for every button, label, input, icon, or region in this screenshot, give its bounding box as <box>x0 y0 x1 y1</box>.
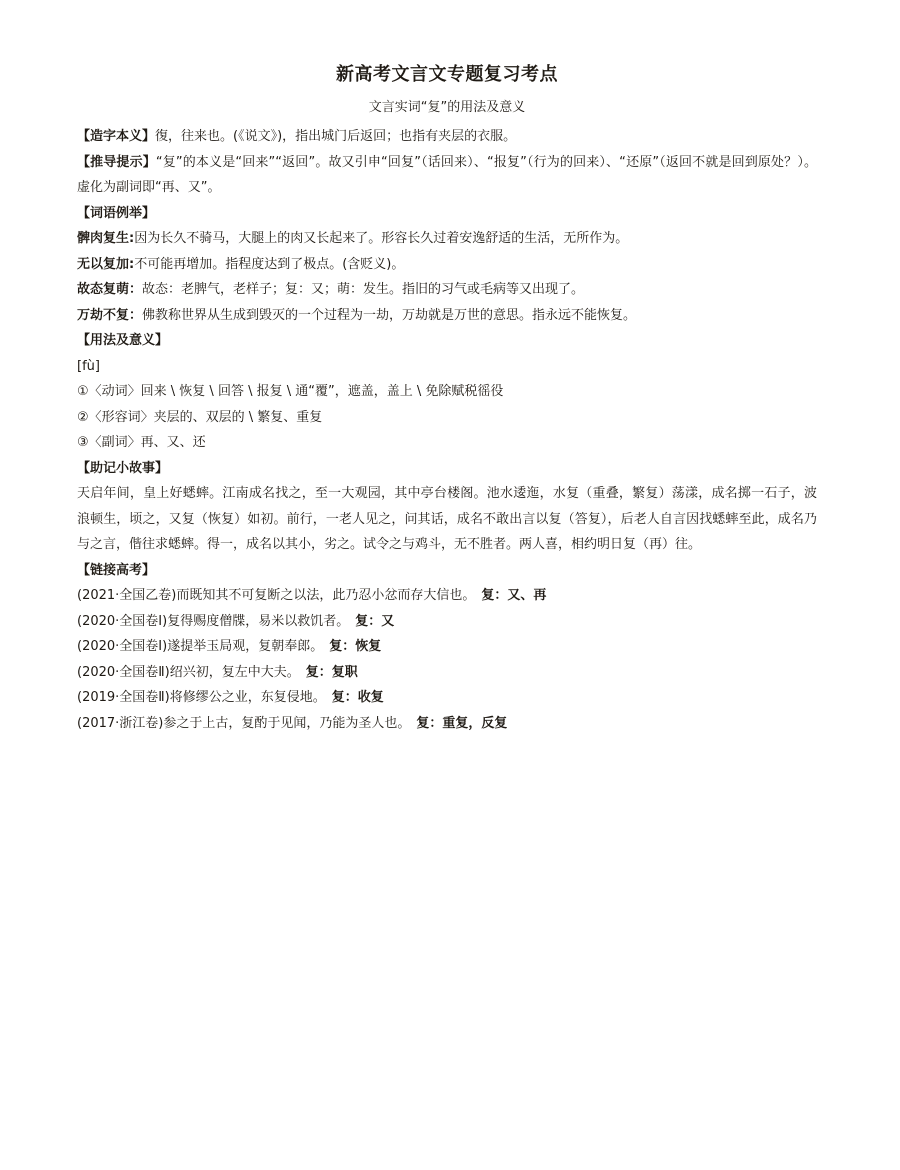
section-heading-examples: 【词语例举】 <box>77 205 156 221</box>
example-text: 故态：老脾气，老样子；复：又；萌：发生。指旧的习气或毛病等又出现了。 <box>142 282 585 297</box>
story-paragraph: 天启年间，皇上好蟋蟀。江南成名找之，至一大观园，其中亭台楼阁。池水逶迤，水复（重叠，繁复）荡漾，成名掷一石子，波浪顿生，顷之，又复（恢复）如初。前行，一老人见之，问其话，成名不敢出言以复（答复），后老人自言因找蟋蟀至此，成名乃与之言，偕往求蟋蟀。得一，成名以其小，劣之。试令之与鸡斗，无不胜者。两人喜，相约明日复（再）往。 <box>77 486 817 552</box>
exam-item <box>77 660 817 686</box>
exam-quote: (2019·全国卷Ⅱ)将修缪公之业，东复侵地。 <box>77 690 326 705</box>
example-item <box>77 226 817 252</box>
exam-quote: (2020·全国卷Ⅰ)遂提举玉局观，复朝奉郎。 <box>77 639 324 654</box>
example-term: 万劫不复： <box>77 307 143 323</box>
exam-item <box>77 609 817 635</box>
derivation-text: “复”的本义是“回来”“返回”。故又引申“回复”（话回来）、“报复”（行为的回来）、“还原”（返回不就是回到原处？）。虚化为副词即“再、又”。 <box>77 154 817 195</box>
example-text: 佛教称世界从生成到毁灭的一个过程为一劫，万劫就是万世的意思。指永远不能恢复。 <box>142 307 637 323</box>
exam-answer: 复：恢复 <box>329 639 382 654</box>
exam-item <box>77 634 817 660</box>
exam-item <box>77 711 817 737</box>
exam-quote: (2020·全国卷Ⅰ)复得赐度僧牒，易米以救饥者。 <box>77 613 350 629</box>
exam-answer: 复：又 <box>355 613 395 629</box>
origin-text: 復，往来也。(《说文》)，指出城门后返回；也指有夹层的衣服。 <box>155 129 517 144</box>
example-text: 因为长久不骑马，大腿上的肉又长起来了。形容长久过着安逸舒适的生活，无所作为。 <box>134 231 629 246</box>
exam-item <box>77 685 817 711</box>
document-title: 新高考文言文专题复习考点 <box>336 64 558 85</box>
pinyin-annotation: [fù] <box>77 358 100 374</box>
exam-answer: 复：收复 <box>331 690 384 705</box>
exam-quote: (2021·全国乙卷)而既知其不可复断之以法，此乃忍小忿而存大信也。 <box>77 588 476 603</box>
usage-item: ③〈副词〉再、又、还 <box>77 435 206 450</box>
origin-paragraph <box>77 124 817 150</box>
section-tag-derivation: 【推导提示】 <box>77 154 156 170</box>
section-tag-origin: 【造字本义】 <box>77 129 156 144</box>
derivation-paragraph <box>77 150 817 201</box>
document-page <box>77 60 817 736</box>
exam-quote: (2017·浙江卷)参之于上古，复酌于见闻，乃能为圣人也。 <box>77 715 411 731</box>
exam-item <box>77 583 817 609</box>
document-subtitle: 文言实词“复”的用法及意义 <box>368 100 526 115</box>
example-item <box>77 277 817 303</box>
exam-answer: 复：又、再 <box>481 588 547 603</box>
example-term: 无以复加: <box>77 256 135 272</box>
example-term: 故态复萌： <box>77 282 143 297</box>
example-item <box>77 303 817 329</box>
example-term: 髀肉复生: <box>77 231 135 246</box>
example-item <box>77 252 817 278</box>
usage-item: ①〈动词〉回来 \ 恢复 \ 回答 \ 报复 \ 通“覆”，遮盖，盖上 \ 免除赋税徭役 <box>77 384 504 399</box>
example-text: 不可能再增加。指程度达到了极点。(含贬义)。 <box>134 256 405 272</box>
exam-answer: 复：复职 <box>305 664 358 680</box>
section-heading-usage: 【用法及意义】 <box>77 333 169 348</box>
exam-answer: 复：重复，反复 <box>416 715 508 731</box>
section-heading-exam: 【链接高考】 <box>77 562 156 578</box>
section-heading-story: 【助记小故事】 <box>77 460 169 476</box>
exam-quote: (2020·全国卷Ⅱ)绍兴初，复左中大夫。 <box>77 664 300 680</box>
usage-item: ②〈形容词〉夹层的、双层的 \ 繁复、重复 <box>77 409 323 425</box>
